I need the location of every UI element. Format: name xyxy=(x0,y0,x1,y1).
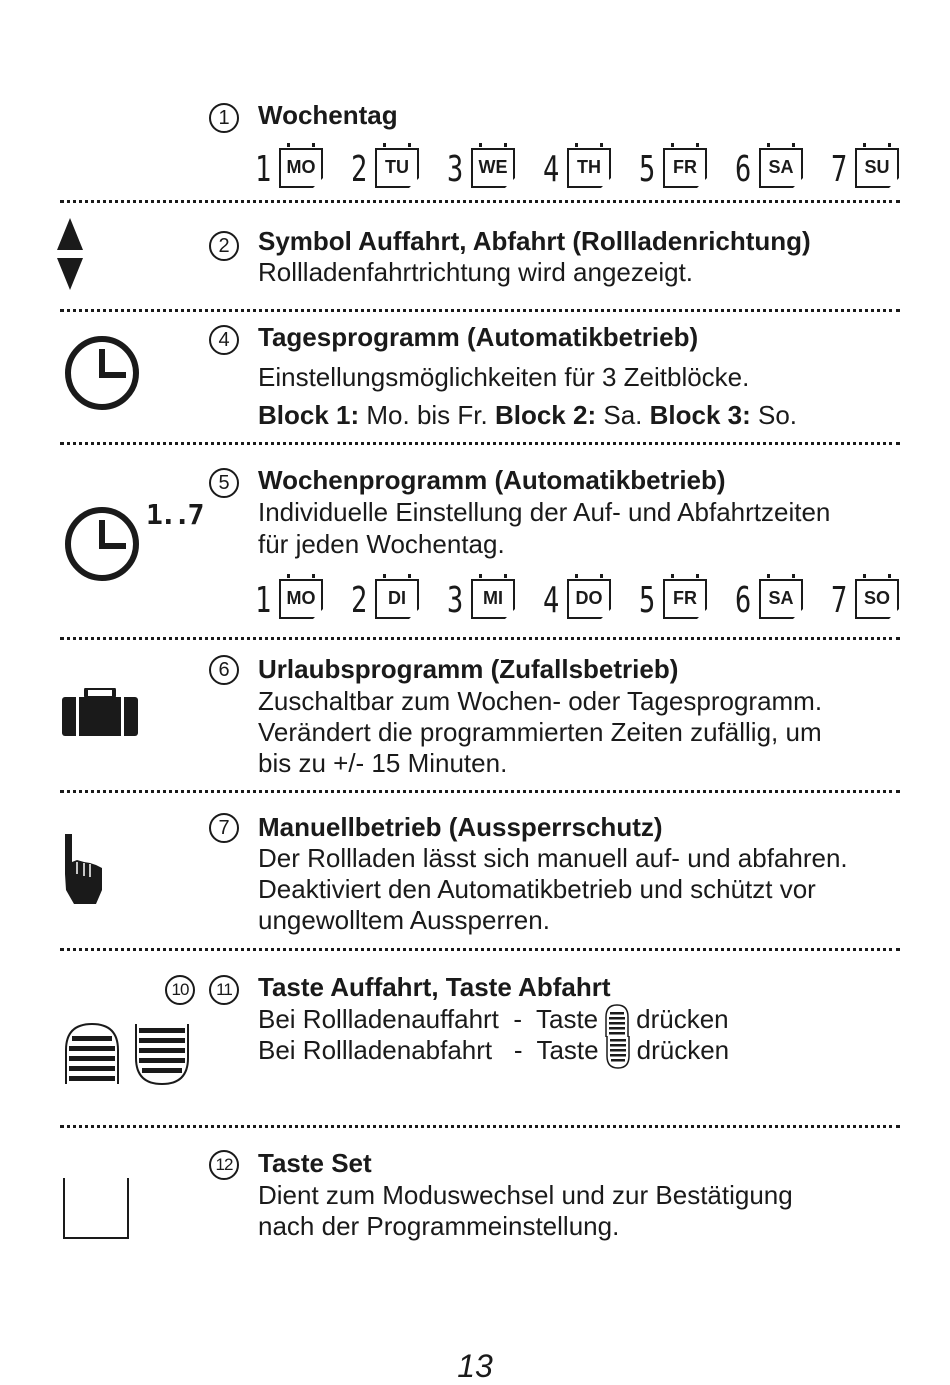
section-number-5: 5 xyxy=(209,468,239,498)
day-digit: 4 xyxy=(543,580,560,621)
separator xyxy=(60,637,900,640)
section-title-weekday: Wochentag xyxy=(258,100,398,130)
suitcase-icon xyxy=(62,688,138,736)
manual-description-1: Der Rollladen lässt sich manuell auf- und abfahren. xyxy=(258,843,848,873)
block3-label: Block 3: xyxy=(649,400,751,430)
section-number-6: 6 xyxy=(209,655,239,685)
day-digit: 3 xyxy=(447,580,464,621)
clock-icon xyxy=(64,506,140,582)
day-digit: 2 xyxy=(351,149,368,190)
section-title-holiday: Urlaubsprogramm (Zufallsbetrieb) xyxy=(258,654,679,684)
day-calendar-label: SU xyxy=(855,148,899,188)
day-digit: 5 xyxy=(639,580,656,621)
up-button-icon xyxy=(62,1022,122,1086)
section-number-12: 12 xyxy=(209,1150,239,1180)
day-calendar-label: TH xyxy=(567,148,611,188)
section-title-week-program: Wochenprogramm (Automatikbetrieb) xyxy=(258,465,726,495)
section-title-buttons: Taste Auffahrt, Taste Abfahrt xyxy=(258,972,611,1002)
day-calendar-label: SA xyxy=(759,579,803,619)
day-digit: 7 xyxy=(831,580,848,621)
day-digit: 7 xyxy=(831,149,848,190)
section-title-direction: Symbol Auffahrt, Abfahrt (Rollladenrichtung) xyxy=(258,226,811,256)
day-digit: 6 xyxy=(735,580,752,621)
set-description-1: Dient zum Moduswechsel und zur Bestätigung xyxy=(258,1180,793,1210)
day-calendar-label: MO xyxy=(279,579,323,619)
day-digit: 2 xyxy=(351,580,368,621)
day-calendar-label: FR xyxy=(663,148,707,188)
block3-text: So. xyxy=(750,400,798,430)
day-program-blocks xyxy=(258,400,797,431)
holiday-description-3: bis zu +/- 15 Minuten. xyxy=(258,748,508,778)
separator xyxy=(60,200,900,203)
section-number-7: 7 xyxy=(209,813,239,843)
week-program-description-2: für jeden Wochentag. xyxy=(258,529,505,559)
day-digit: 1 xyxy=(255,580,272,621)
day-calendar-label: DO xyxy=(567,579,611,619)
direction-description: Rollladenfahrtrichtung wird angezeigt. xyxy=(258,257,694,287)
section-number-4: 4 xyxy=(209,325,239,355)
section-number-11: 11 xyxy=(209,975,239,1005)
holiday-description-1: Zuschaltbar zum Wochen- oder Tagesprogramm. xyxy=(258,686,823,716)
section-title-manual: Manuellbetrieb (Aussperrschutz) xyxy=(258,812,663,842)
section-title-day-program: Tagesprogramm (Automatikbetrieb) xyxy=(258,322,699,352)
separator xyxy=(60,442,900,445)
section-number-2: 2 xyxy=(209,231,239,261)
day-digit: 3 xyxy=(447,149,464,190)
set-description-2: nach der Programmeinstellung. xyxy=(258,1211,620,1241)
pointing-hand-icon xyxy=(60,832,106,906)
day-calendar-label: DI xyxy=(375,579,419,619)
day-digit: 4 xyxy=(543,149,560,190)
day-calendar-label: TU xyxy=(375,148,419,188)
section-title-set: Taste Set xyxy=(258,1148,372,1178)
down-button-small-icon xyxy=(605,1034,631,1070)
separator xyxy=(60,1125,900,1128)
day-digit: 6 xyxy=(735,149,752,190)
separator xyxy=(60,790,900,793)
set-button-icon xyxy=(62,1178,130,1240)
day-digit: 1 xyxy=(255,149,272,190)
manual-description-2: Deaktiviert den Automatikbetrieb und schützt vor xyxy=(258,874,816,904)
weekday-display-row xyxy=(255,146,900,190)
page-number: 13 xyxy=(457,1348,493,1384)
day-calendar-label: WE xyxy=(471,148,515,188)
section-number-1: 1 xyxy=(209,103,239,133)
buttons-down-line xyxy=(258,1034,729,1070)
day-calendar-label: FR xyxy=(663,579,707,619)
manual-description-3: ungewolltem Aussperren. xyxy=(258,905,550,935)
day-calendar-label: SA xyxy=(759,148,803,188)
block1-text: Mo. bis Fr. xyxy=(359,400,495,430)
separator xyxy=(60,948,900,951)
section-number-10: 10 xyxy=(165,975,195,1005)
separator xyxy=(60,309,900,312)
up-down-arrows-icon xyxy=(56,218,84,290)
week-program-description-1: Individuelle Einstellung der Auf- und Abfahrtzeiten xyxy=(258,497,831,527)
block1-label: Block 1: xyxy=(258,400,360,430)
day-calendar-label: SO xyxy=(855,579,899,619)
day-calendar-label: MO xyxy=(279,148,323,188)
down-button-icon xyxy=(132,1022,192,1086)
block2-text: Sa. xyxy=(596,400,650,430)
buttons-up-press: drücken xyxy=(636,1003,729,1034)
week-range-label: 1..7 xyxy=(146,498,202,531)
day-digit: 5 xyxy=(639,149,656,190)
day-program-description: Einstellungsmöglichkeiten für 3 Zeitblöcke. xyxy=(258,362,750,392)
buttons-down-press: drücken xyxy=(636,1034,730,1065)
block2-label: Block 2: xyxy=(494,400,597,430)
clock-icon xyxy=(64,335,140,411)
buttons-down-text: Bei Rollladenabfahrt - Taste xyxy=(258,1034,599,1065)
holiday-description-2: Verändert die programmierten Zeiten zufällig, um xyxy=(258,717,822,747)
day-calendar-label: MI xyxy=(471,579,515,619)
week-display-row xyxy=(255,577,900,621)
buttons-up-text: Bei Rollladenauffahrt - Taste xyxy=(258,1003,599,1034)
